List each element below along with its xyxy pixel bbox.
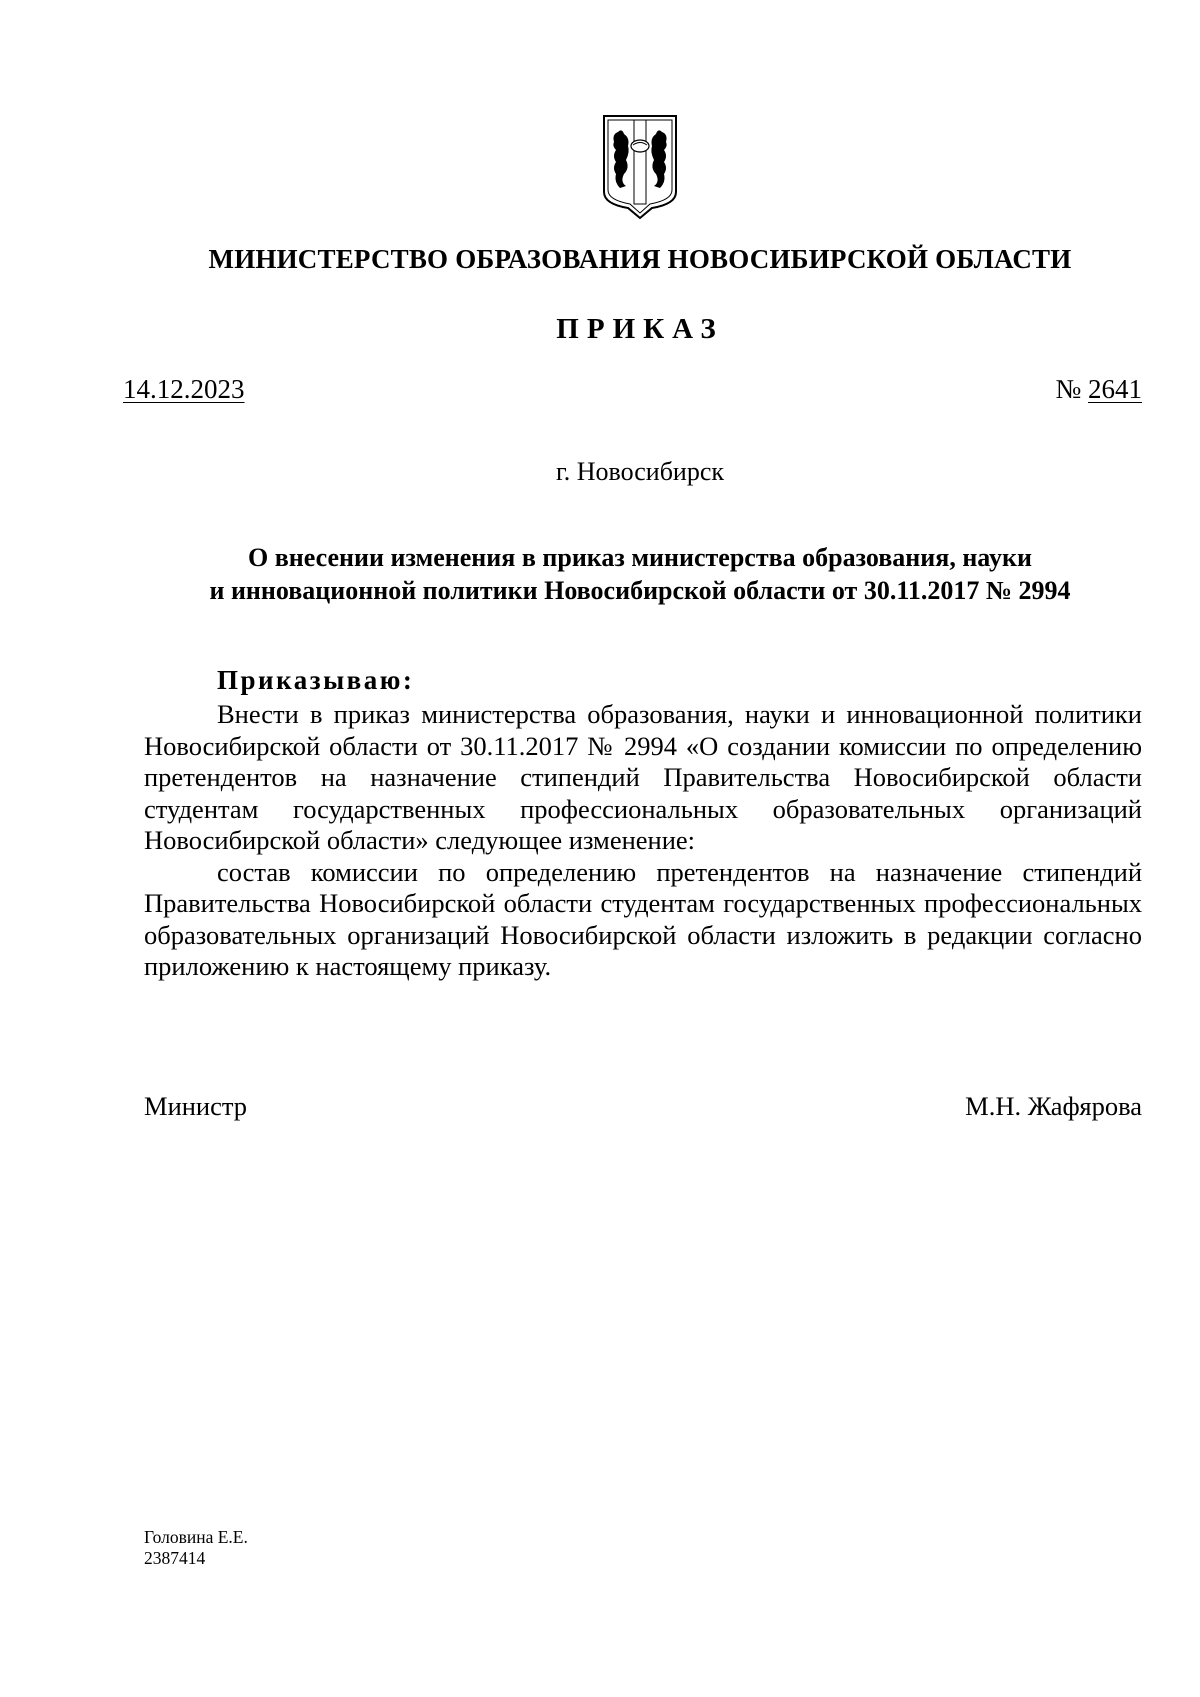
ministry-name: МИНИСТЕРСТВО ОБРАЗОВАНИЯ НОВОСИБИРСКОЙ ОБЛАСТИ: [208, 244, 1072, 274]
document-number: [1055, 373, 1142, 405]
executor-info: [144, 1527, 248, 1569]
subject-line-2: и инновационной политики Новосибирской области от 30.11.2017 № 2994: [209, 576, 1071, 605]
subject-line-1: О внесении изменения в приказ министерства образования, науки: [248, 543, 1032, 572]
city: г. Новосибирск: [555, 457, 725, 486]
number-prefix: №: [1055, 374, 1082, 404]
document-subject: [130, 541, 1150, 607]
number-value: 2641: [1088, 374, 1142, 404]
document-date: 14.12.2023: [123, 374, 245, 404]
order-directive: Приказываю:: [217, 665, 415, 695]
signer-title: Министр: [144, 1091, 248, 1121]
executor-name: Головина Е.Е.: [144, 1527, 248, 1547]
body-paragraph-1: Внести в приказ министерства образования, науки и инновационной политики Новосибирской области от 30.11.2017 № 2994 «О создании комиссии по определению претендентов на назначение стипендий Правительства Новосибирской области студентам государственных профессиональных образовательных организаций Новосибирской области» следующее изменение:: [144, 699, 1142, 855]
coat-of-arms-icon: [600, 112, 680, 222]
signer-name: М.Н. Жафярова: [965, 1091, 1142, 1121]
document-body: [144, 699, 1142, 983]
executor-phone: 2387414: [144, 1548, 206, 1568]
document-type: ПРИКАЗ: [556, 313, 724, 345]
body-paragraph-2: состав комиссии по определению претендентов на назначение стипендий Правительства Новосибирской области студентам государственных профессиональных образовательных организаций Новосибирской области изложить в редакции согласно приложению к настоящему приказу.: [144, 856, 1142, 981]
